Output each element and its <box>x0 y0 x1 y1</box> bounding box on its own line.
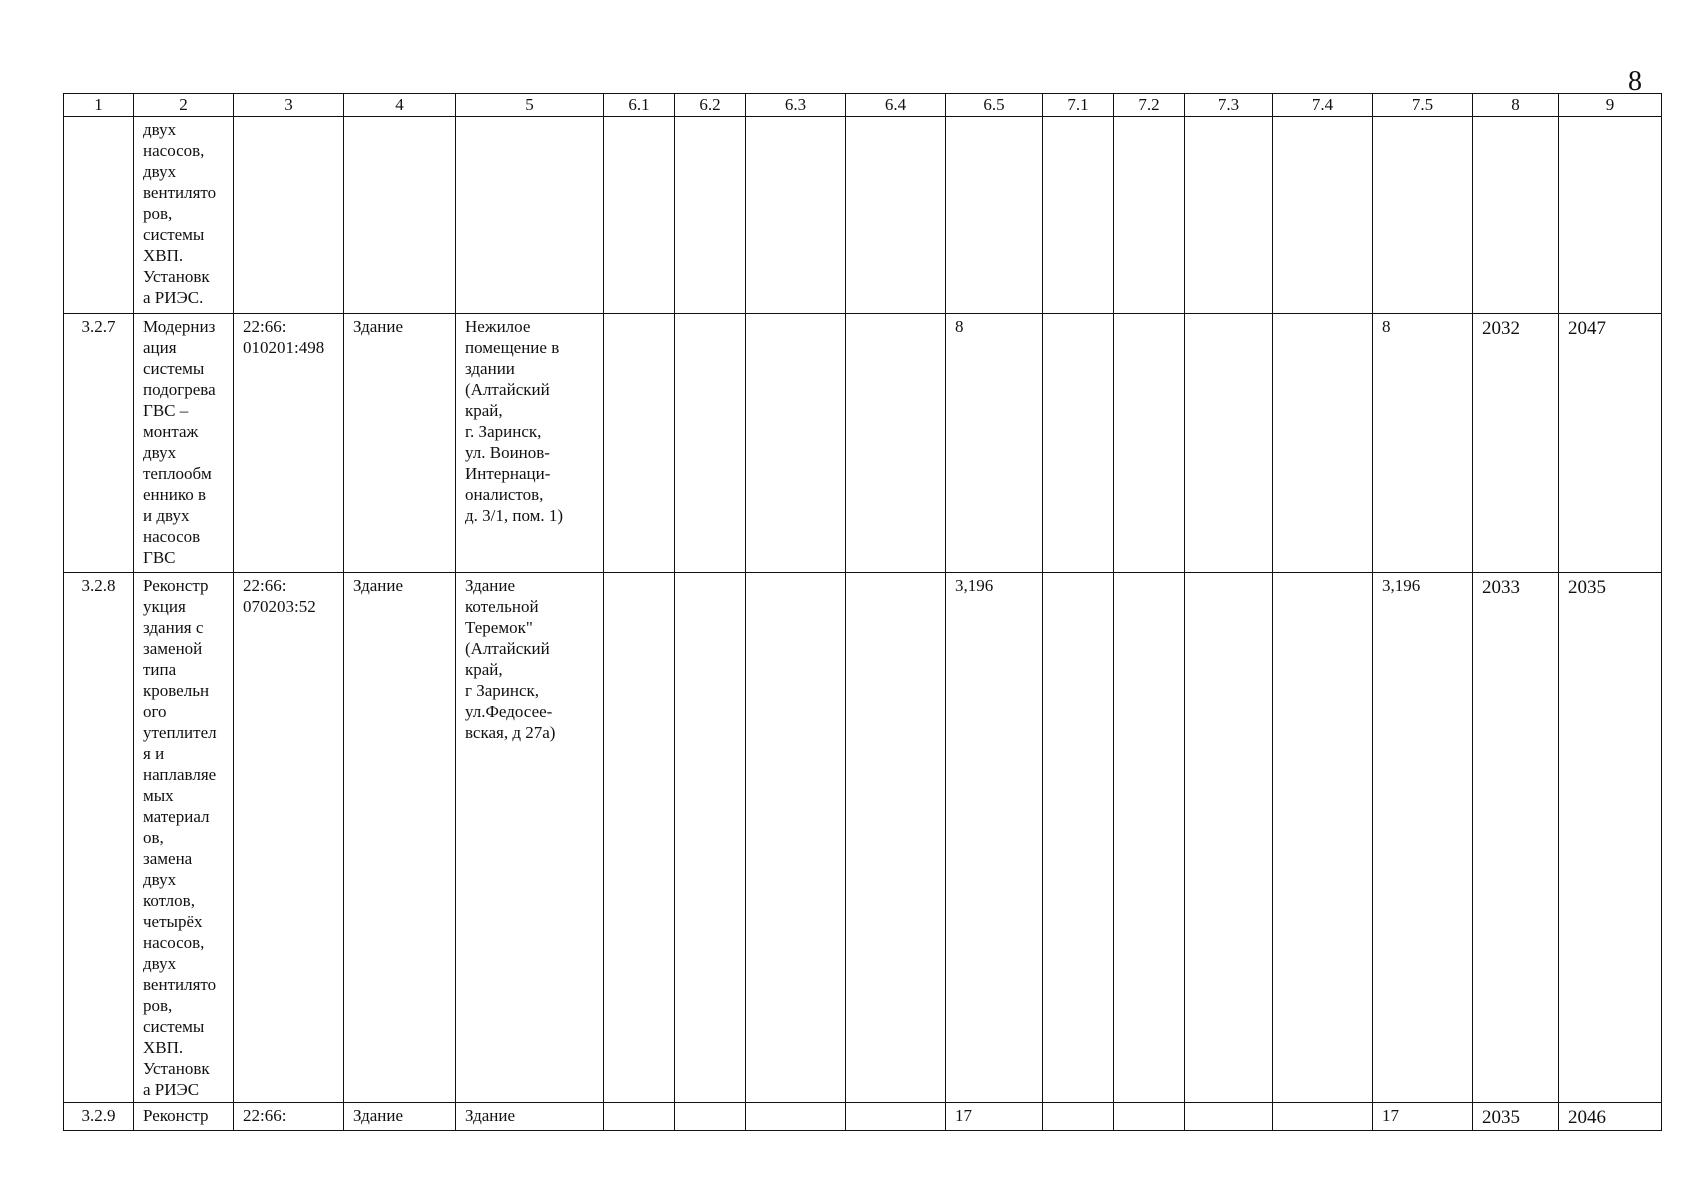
value-7-4 <box>1273 573 1373 1103</box>
header-cell: 4 <box>344 94 456 117</box>
header-cell: 6.2 <box>675 94 746 117</box>
value-7-4 <box>1273 1103 1373 1131</box>
header-cell: 6.1 <box>604 94 675 117</box>
object-address: Здание <box>456 1103 604 1131</box>
value-6-1 <box>604 1103 675 1131</box>
value-7-5: 17 <box>1373 1103 1473 1131</box>
header-cell: 8 <box>1473 94 1559 117</box>
value-7-3 <box>1185 1103 1273 1131</box>
object-address: Здание котельной Теремок" (Алтайский край, г Заринск, ул.Федосее- вская, д 27а) <box>456 573 604 1103</box>
cadastral-number: 22:66: <box>234 1103 344 1131</box>
value-7-1 <box>1043 573 1114 1103</box>
value-6-3 <box>746 1103 846 1131</box>
value-6-2 <box>675 573 746 1103</box>
start-year: 2032 <box>1473 314 1559 573</box>
page-number: 8 <box>1628 66 1642 97</box>
object-address <box>456 117 604 314</box>
header-cell: 3 <box>234 94 344 117</box>
end-year <box>1559 117 1662 314</box>
value-7-5: 3,196 <box>1373 573 1473 1103</box>
header-cell: 7.1 <box>1043 94 1114 117</box>
table-row <box>64 1103 1662 1131</box>
value-6-1 <box>604 314 675 573</box>
object-address: Нежилое помещение в здании (Алтайский край, г. Заринск, ул. Воинов- Интернаци- оналистов, д. 3/1, пом. 1) <box>456 314 604 573</box>
cadastral-number <box>234 117 344 314</box>
header-cell: 2 <box>134 94 234 117</box>
table-row <box>64 573 1662 1103</box>
start-year: 2033 <box>1473 573 1559 1103</box>
value-7-5 <box>1373 117 1473 314</box>
value-7-3 <box>1185 117 1273 314</box>
header-cell: 6.4 <box>846 94 946 117</box>
header-cell: 9 <box>1559 94 1662 117</box>
value-6-5: 3,196 <box>946 573 1043 1103</box>
row-number: 3.2.7 <box>64 314 134 573</box>
value-6-3 <box>746 314 846 573</box>
object-type <box>344 117 456 314</box>
object-type: Здание <box>344 573 456 1103</box>
work-description: Реконстр <box>134 1103 234 1131</box>
value-6-3 <box>746 117 846 314</box>
value-6-4 <box>846 1103 946 1131</box>
end-year: 2046 <box>1559 1103 1662 1131</box>
header-cell: 7.5 <box>1373 94 1473 117</box>
header-cell: 6.5 <box>946 94 1043 117</box>
header-cell: 5 <box>456 94 604 117</box>
object-type: Здание <box>344 1103 456 1131</box>
value-6-2 <box>675 1103 746 1131</box>
object-type: Здание <box>344 314 456 573</box>
value-6-4 <box>846 573 946 1103</box>
work-description: двух насосов, двух вентилято ров, системы ХВП. Установк а РИЭС. <box>134 117 234 314</box>
value-7-3 <box>1185 314 1273 573</box>
value-6-1 <box>604 573 675 1103</box>
value-6-1 <box>604 117 675 314</box>
header-cell: 7.3 <box>1185 94 1273 117</box>
start-year: 2035 <box>1473 1103 1559 1131</box>
investment-table <box>63 93 1662 1131</box>
value-7-4 <box>1273 117 1373 314</box>
cadastral-number: 22:66: 010201:498 <box>234 314 344 573</box>
value-7-4 <box>1273 314 1373 573</box>
value-7-1 <box>1043 117 1114 314</box>
table-header-row <box>64 94 1662 117</box>
value-7-3 <box>1185 573 1273 1103</box>
value-6-5: 17 <box>946 1103 1043 1131</box>
row-number: 3.2.8 <box>64 573 134 1103</box>
value-7-5: 8 <box>1373 314 1473 573</box>
row-number <box>64 117 134 314</box>
cadastral-number: 22:66: 070203:52 <box>234 573 344 1103</box>
value-7-1 <box>1043 1103 1114 1131</box>
value-6-2 <box>675 117 746 314</box>
table-row <box>64 117 1662 314</box>
work-description: Модерниз ация системы подогрева ГВС – монтаж двух теплообм еннико в и двух насосов ГВС <box>134 314 234 573</box>
header-cell: 6.3 <box>746 94 846 117</box>
end-year: 2035 <box>1559 573 1662 1103</box>
value-6-5: 8 <box>946 314 1043 573</box>
value-6-5 <box>946 117 1043 314</box>
value-7-2 <box>1114 1103 1185 1131</box>
row-number: 3.2.9 <box>64 1103 134 1131</box>
work-description: Реконстр укция здания с заменой типа кровельн ого утеплител я и наплавляе мых материал ов, замена двух котлов, четырёх насосов, двух вентилято ров, системы ХВП. Установк а РИЭС <box>134 573 234 1103</box>
header-cell: 1 <box>64 94 134 117</box>
value-6-4 <box>846 117 946 314</box>
value-6-4 <box>846 314 946 573</box>
header-cell: 7.2 <box>1114 94 1185 117</box>
start-year <box>1473 117 1559 314</box>
value-7-2 <box>1114 314 1185 573</box>
value-6-3 <box>746 573 846 1103</box>
value-7-2 <box>1114 117 1185 314</box>
table-row <box>64 314 1662 573</box>
header-cell: 7.4 <box>1273 94 1373 117</box>
value-6-2 <box>675 314 746 573</box>
value-7-1 <box>1043 314 1114 573</box>
value-7-2 <box>1114 573 1185 1103</box>
end-year: 2047 <box>1559 314 1662 573</box>
